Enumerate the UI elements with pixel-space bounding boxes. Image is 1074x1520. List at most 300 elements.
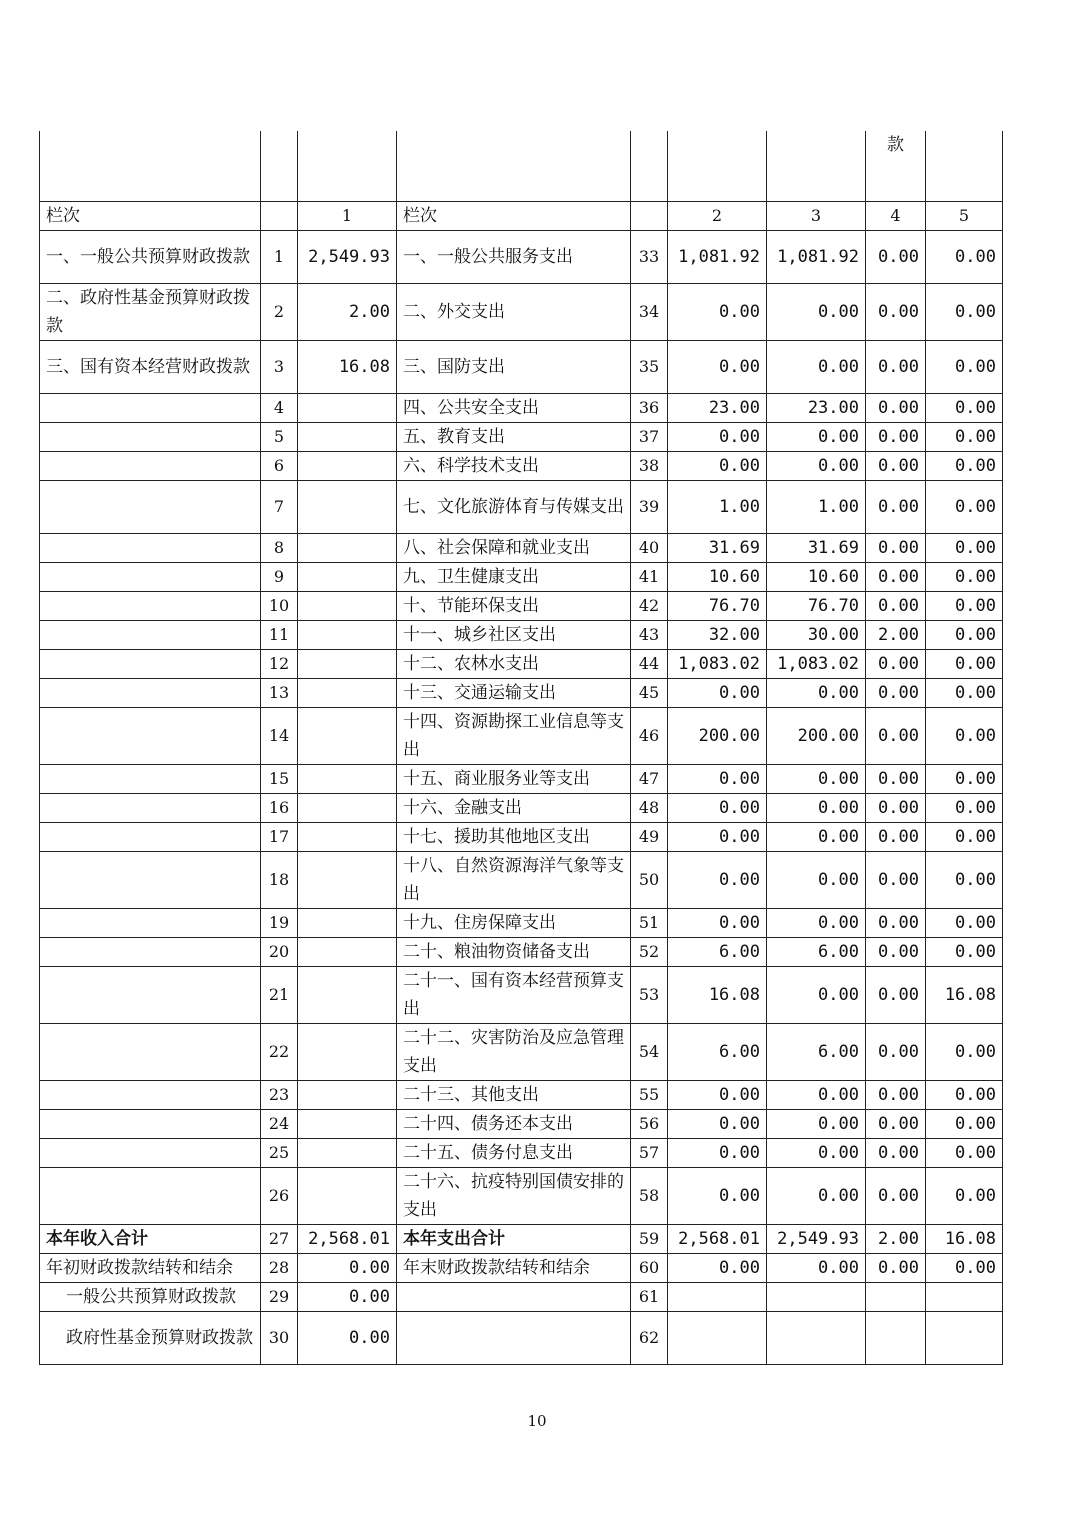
expense-item: 十四、资源勘探工业信息等支出 [397, 708, 631, 765]
expense-seq: 61 [631, 1283, 668, 1312]
income-amount [298, 967, 397, 1024]
expense-seq: 57 [631, 1139, 668, 1168]
expense-fund: 2.00 [866, 621, 926, 650]
table-row [40, 394, 1003, 423]
expense-seq: 62 [631, 1312, 668, 1365]
header-fragment: 款 [866, 131, 926, 202]
income-item: 三、国有资本经营财政拨款 [40, 341, 261, 394]
expense-fund: 0.00 [866, 592, 926, 621]
table-row [40, 650, 1003, 679]
expense-general: 1,083.02 [767, 650, 866, 679]
expense-general: 30.00 [767, 621, 866, 650]
expense-seq: 44 [631, 650, 668, 679]
expense-total: 0.00 [668, 452, 767, 481]
expense-total: 200.00 [668, 708, 767, 765]
income-amount [298, 938, 397, 967]
income-item [40, 823, 261, 852]
expense-fund: 0.00 [866, 765, 926, 794]
income-item: 二、政府性基金预算财政拨款 [40, 284, 261, 341]
income-amount [298, 534, 397, 563]
income-seq: 30 [261, 1312, 298, 1365]
income-seq: 17 [261, 823, 298, 852]
expense-seq: 58 [631, 1168, 668, 1225]
expense-fund: 0.00 [866, 1254, 926, 1283]
expense-general: 0.00 [767, 1254, 866, 1283]
expense-item: 十三、交通运输支出 [397, 679, 631, 708]
income-item [40, 938, 261, 967]
right-col-label: 栏次 [397, 202, 631, 231]
income-seq: 1 [261, 231, 298, 284]
left-col-label: 栏次 [40, 202, 261, 231]
expense-general: 0.00 [767, 1139, 866, 1168]
expense-item: 十九、住房保障支出 [397, 909, 631, 938]
table-row [40, 481, 1003, 534]
income-seq: 18 [261, 852, 298, 909]
income-seq: 16 [261, 794, 298, 823]
income-seq: 9 [261, 563, 298, 592]
income-amount [298, 621, 397, 650]
expense-item: 二十三、其他支出 [397, 1081, 631, 1110]
income-item [40, 481, 261, 534]
income-amount [298, 679, 397, 708]
expense-total: 1.00 [668, 481, 767, 534]
expense-state-capital: 0.00 [926, 534, 1003, 563]
expense-item: 本年支出合计 [397, 1225, 631, 1254]
expense-state-capital: 0.00 [926, 423, 1003, 452]
expense-total: 1,083.02 [668, 650, 767, 679]
expense-seq: 55 [631, 1081, 668, 1110]
expense-total: 0.00 [668, 852, 767, 909]
income-item [40, 650, 261, 679]
expense-state-capital: 0.00 [926, 650, 1003, 679]
expense-fund: 0.00 [866, 852, 926, 909]
expense-item: 六、科学技术支出 [397, 452, 631, 481]
income-seq: 6 [261, 452, 298, 481]
income-item [40, 852, 261, 909]
income-item [40, 967, 261, 1024]
expense-item: 二十二、灾害防治及应急管理支出 [397, 1024, 631, 1081]
expense-total: 0.00 [668, 909, 767, 938]
expense-total: 0.00 [668, 1110, 767, 1139]
expense-seq: 42 [631, 592, 668, 621]
income-item [40, 563, 261, 592]
table-row [40, 909, 1003, 938]
income-item: 本年收入合计 [40, 1225, 261, 1254]
income-seq: 10 [261, 592, 298, 621]
expense-general: 200.00 [767, 708, 866, 765]
income-amount [298, 650, 397, 679]
table-header-top-row [40, 131, 1003, 202]
expense-total: 6.00 [668, 1024, 767, 1081]
income-seq: 2 [261, 284, 298, 341]
expense-state-capital: 0.00 [926, 1110, 1003, 1139]
income-amount [298, 1139, 397, 1168]
expense-seq: 34 [631, 284, 668, 341]
expense-fund: 0.00 [866, 452, 926, 481]
expense-state-capital: 0.00 [926, 938, 1003, 967]
table-row [40, 231, 1003, 284]
expense-item: 二十、粮油物资储备支出 [397, 938, 631, 967]
expense-seq: 49 [631, 823, 668, 852]
income-amount [298, 909, 397, 938]
table-row [40, 341, 1003, 394]
expense-fund: 0.00 [866, 938, 926, 967]
income-item: 一、一般公共预算财政拨款 [40, 231, 261, 284]
expense-fund: 0.00 [866, 679, 926, 708]
income-amount: 16.08 [298, 341, 397, 394]
expense-total: 0.00 [668, 341, 767, 394]
expense-general: 0.00 [767, 967, 866, 1024]
income-seq: 11 [261, 621, 298, 650]
expense-state-capital: 0.00 [926, 231, 1003, 284]
income-item [40, 1081, 261, 1110]
income-amount [298, 1168, 397, 1225]
income-amount [298, 481, 397, 534]
expense-fund: 0.00 [866, 1081, 926, 1110]
income-seq: 23 [261, 1081, 298, 1110]
income-item [40, 423, 261, 452]
income-amount [298, 852, 397, 909]
table-row [40, 1283, 1003, 1312]
expense-item: 十五、商业服务业等支出 [397, 765, 631, 794]
budget-table [39, 131, 1003, 1365]
expense-state-capital: 0.00 [926, 1168, 1003, 1225]
income-seq: 21 [261, 967, 298, 1024]
table-row [40, 967, 1003, 1024]
expense-total: 32.00 [668, 621, 767, 650]
expense-general: 0.00 [767, 341, 866, 394]
income-amount [298, 423, 397, 452]
expense-general: 1.00 [767, 481, 866, 534]
expense-general: 23.00 [767, 394, 866, 423]
col-no-3: 3 [767, 202, 866, 231]
col-no-5: 5 [926, 202, 1003, 231]
income-item [40, 765, 261, 794]
income-item [40, 534, 261, 563]
expense-general: 0.00 [767, 679, 866, 708]
table-row [40, 679, 1003, 708]
table-row [40, 794, 1003, 823]
income-amount: 0.00 [298, 1283, 397, 1312]
income-seq: 29 [261, 1283, 298, 1312]
expense-item: 一、一般公共服务支出 [397, 231, 631, 284]
income-item [40, 1139, 261, 1168]
income-item [40, 621, 261, 650]
expense-fund: 0.00 [866, 708, 926, 765]
expense-total: 0.00 [668, 1254, 767, 1283]
expense-state-capital: 0.00 [926, 394, 1003, 423]
expense-state-capital [926, 1283, 1003, 1312]
table-row [40, 1024, 1003, 1081]
expense-item: 七、文化旅游体育与传媒支出 [397, 481, 631, 534]
expense-fund: 0.00 [866, 794, 926, 823]
expense-item: 二十一、国有资本经营预算支出 [397, 967, 631, 1024]
income-amount [298, 1024, 397, 1081]
expense-total: 0.00 [668, 794, 767, 823]
expense-total: 0.00 [668, 823, 767, 852]
income-amount [298, 563, 397, 592]
expense-item: 二十六、抗疫特别国债安排的支出 [397, 1168, 631, 1225]
expense-state-capital: 0.00 [926, 708, 1003, 765]
income-amount [298, 708, 397, 765]
expense-general: 0.00 [767, 765, 866, 794]
expense-total: 0.00 [668, 679, 767, 708]
table-row [40, 765, 1003, 794]
expense-seq: 54 [631, 1024, 668, 1081]
left-col-no: 1 [298, 202, 397, 231]
table-row [40, 823, 1003, 852]
expense-item: 九、卫生健康支出 [397, 563, 631, 592]
income-seq: 25 [261, 1139, 298, 1168]
income-item [40, 592, 261, 621]
table-row [40, 1254, 1003, 1283]
expense-general: 6.00 [767, 1024, 866, 1081]
income-amount: 2.00 [298, 284, 397, 341]
expense-state-capital: 0.00 [926, 1024, 1003, 1081]
expense-fund: 2.00 [866, 1225, 926, 1254]
expense-general: 0.00 [767, 823, 866, 852]
expense-fund: 0.00 [866, 1139, 926, 1168]
expense-fund: 0.00 [866, 341, 926, 394]
expense-state-capital: 0.00 [926, 909, 1003, 938]
expense-state-capital: 16.08 [926, 1225, 1003, 1254]
expense-total: 16.08 [668, 967, 767, 1024]
expense-fund: 0.00 [866, 1024, 926, 1081]
income-seq: 15 [261, 765, 298, 794]
expense-total: 0.00 [668, 423, 767, 452]
expense-fund: 0.00 [866, 967, 926, 1024]
expense-state-capital: 0.00 [926, 1139, 1003, 1168]
expense-item: 四、公共安全支出 [397, 394, 631, 423]
income-seq: 20 [261, 938, 298, 967]
expense-state-capital: 0.00 [926, 341, 1003, 394]
expense-general: 0.00 [767, 423, 866, 452]
expense-total: 2,568.01 [668, 1225, 767, 1254]
expense-seq: 36 [631, 394, 668, 423]
expense-item: 二十四、债务还本支出 [397, 1110, 631, 1139]
expense-seq: 41 [631, 563, 668, 592]
expense-state-capital: 0.00 [926, 452, 1003, 481]
expense-fund [866, 1312, 926, 1365]
income-item [40, 1024, 261, 1081]
expense-state-capital: 0.00 [926, 765, 1003, 794]
income-seq: 4 [261, 394, 298, 423]
expense-general: 0.00 [767, 452, 866, 481]
expense-total: 1,081.92 [668, 231, 767, 284]
table-row [40, 1168, 1003, 1225]
expense-item [397, 1312, 631, 1365]
expense-fund: 0.00 [866, 909, 926, 938]
income-seq: 19 [261, 909, 298, 938]
expense-state-capital: 0.00 [926, 679, 1003, 708]
expense-fund: 0.00 [866, 394, 926, 423]
table-row [40, 938, 1003, 967]
income-seq: 14 [261, 708, 298, 765]
expense-seq: 43 [631, 621, 668, 650]
expense-state-capital: 0.00 [926, 1254, 1003, 1283]
expense-seq: 35 [631, 341, 668, 394]
expense-state-capital: 0.00 [926, 794, 1003, 823]
income-amount: 2,549.93 [298, 231, 397, 284]
income-amount [298, 823, 397, 852]
expense-fund: 0.00 [866, 423, 926, 452]
table-row [40, 708, 1003, 765]
expense-seq: 51 [631, 909, 668, 938]
table-row [40, 284, 1003, 341]
income-seq: 24 [261, 1110, 298, 1139]
income-item: 一般公共预算财政拨款 [40, 1283, 261, 1312]
income-amount [298, 1081, 397, 1110]
expense-total: 76.70 [668, 592, 767, 621]
expense-seq: 56 [631, 1110, 668, 1139]
income-item [40, 1168, 261, 1225]
expense-fund: 0.00 [866, 284, 926, 341]
expense-fund: 0.00 [866, 563, 926, 592]
expense-item: 十、节能环保支出 [397, 592, 631, 621]
expense-item: 二十五、债务付息支出 [397, 1139, 631, 1168]
income-item [40, 452, 261, 481]
expense-state-capital: 0.00 [926, 592, 1003, 621]
expense-total: 10.60 [668, 563, 767, 592]
table-row [40, 1081, 1003, 1110]
expense-seq: 53 [631, 967, 668, 1024]
expense-item: 三、国防支出 [397, 341, 631, 394]
expense-item: 十二、农林水支出 [397, 650, 631, 679]
table-row [40, 423, 1003, 452]
expense-seq: 38 [631, 452, 668, 481]
expense-general: 1,081.92 [767, 231, 866, 284]
expense-item: 年末财政拨款结转和结余 [397, 1254, 631, 1283]
table-row [40, 621, 1003, 650]
income-amount [298, 1110, 397, 1139]
income-item: 政府性基金预算财政拨款 [40, 1312, 261, 1365]
income-seq: 22 [261, 1024, 298, 1081]
expense-total [668, 1312, 767, 1365]
income-seq: 7 [261, 481, 298, 534]
expense-seq: 45 [631, 679, 668, 708]
income-amount [298, 394, 397, 423]
income-seq: 28 [261, 1254, 298, 1283]
expense-total: 23.00 [668, 394, 767, 423]
expense-fund: 0.00 [866, 534, 926, 563]
expense-total: 6.00 [668, 938, 767, 967]
table-row [40, 563, 1003, 592]
income-seq: 3 [261, 341, 298, 394]
income-amount [298, 452, 397, 481]
expense-general: 2,549.93 [767, 1225, 866, 1254]
income-seq: 26 [261, 1168, 298, 1225]
expense-seq: 47 [631, 765, 668, 794]
expense-general: 0.00 [767, 852, 866, 909]
expense-general: 0.00 [767, 1081, 866, 1110]
expense-general: 0.00 [767, 794, 866, 823]
expense-seq: 60 [631, 1254, 668, 1283]
expense-general: 0.00 [767, 909, 866, 938]
table-row [40, 1139, 1003, 1168]
expense-fund: 0.00 [866, 1168, 926, 1225]
expense-fund: 0.00 [866, 650, 926, 679]
expense-seq: 37 [631, 423, 668, 452]
expense-state-capital: 0.00 [926, 1081, 1003, 1110]
expense-state-capital: 16.08 [926, 967, 1003, 1024]
expense-general [767, 1312, 866, 1365]
expense-seq: 46 [631, 708, 668, 765]
income-item [40, 679, 261, 708]
expense-item: 八、社会保障和就业支出 [397, 534, 631, 563]
expense-general [767, 1283, 866, 1312]
expense-state-capital [926, 1312, 1003, 1365]
expense-state-capital: 0.00 [926, 284, 1003, 341]
income-seq: 8 [261, 534, 298, 563]
expense-fund: 0.00 [866, 481, 926, 534]
expense-fund: 0.00 [866, 231, 926, 284]
expense-general: 0.00 [767, 284, 866, 341]
expense-state-capital: 0.00 [926, 563, 1003, 592]
expense-general: 31.69 [767, 534, 866, 563]
expense-general: 6.00 [767, 938, 866, 967]
table-row [40, 452, 1003, 481]
expense-total: 0.00 [668, 1139, 767, 1168]
table-row [40, 1110, 1003, 1139]
expense-item: 五、教育支出 [397, 423, 631, 452]
expense-item: 二、外交支出 [397, 284, 631, 341]
expense-fund [866, 1283, 926, 1312]
income-amount: 0.00 [298, 1254, 397, 1283]
expense-total: 0.00 [668, 1081, 767, 1110]
expense-general: 0.00 [767, 1168, 866, 1225]
income-amount [298, 794, 397, 823]
income-item [40, 909, 261, 938]
expense-total: 31.69 [668, 534, 767, 563]
expense-general: 0.00 [767, 1110, 866, 1139]
income-amount [298, 592, 397, 621]
expense-seq: 48 [631, 794, 668, 823]
expense-fund: 0.00 [866, 823, 926, 852]
expense-total: 0.00 [668, 284, 767, 341]
expense-seq: 40 [631, 534, 668, 563]
income-item: 年初财政拨款结转和结余 [40, 1254, 261, 1283]
expense-fund: 0.00 [866, 1110, 926, 1139]
expense-state-capital: 0.00 [926, 621, 1003, 650]
expense-item [397, 1283, 631, 1312]
expense-item: 十六、金融支出 [397, 794, 631, 823]
page-number: 10 [527, 1412, 547, 1430]
expense-total: 0.00 [668, 765, 767, 794]
expense-general: 10.60 [767, 563, 866, 592]
expense-general: 76.70 [767, 592, 866, 621]
income-item [40, 708, 261, 765]
expense-seq: 50 [631, 852, 668, 909]
income-item [40, 394, 261, 423]
expense-state-capital: 0.00 [926, 481, 1003, 534]
expense-total: 0.00 [668, 1168, 767, 1225]
table-row [40, 852, 1003, 909]
expense-total [668, 1283, 767, 1312]
income-item [40, 1110, 261, 1139]
income-amount: 0.00 [298, 1312, 397, 1365]
income-amount [298, 765, 397, 794]
col-no-2: 2 [668, 202, 767, 231]
table-row [40, 1312, 1003, 1365]
expense-seq: 33 [631, 231, 668, 284]
expense-seq: 39 [631, 481, 668, 534]
column-number-row [40, 202, 1003, 231]
income-seq: 5 [261, 423, 298, 452]
expense-seq: 59 [631, 1225, 668, 1254]
income-seq: 13 [261, 679, 298, 708]
expense-item: 十七、援助其他地区支出 [397, 823, 631, 852]
expense-seq: 52 [631, 938, 668, 967]
